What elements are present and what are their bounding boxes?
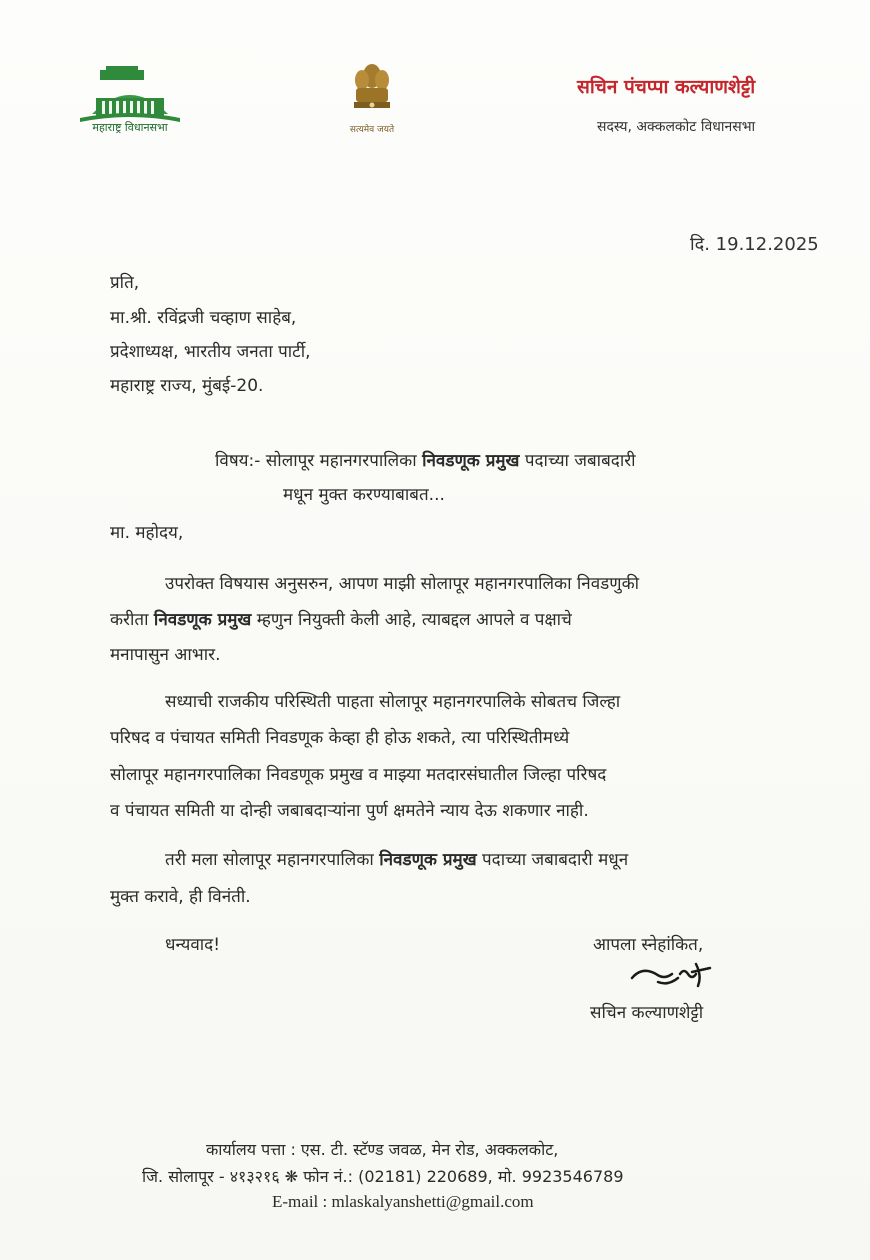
signatory-name: सचिन कल्याणशेट्टी [590, 1003, 704, 1023]
para1-line: उपरोक्त विषयास अनुसरुन, आपण माझी सोलापूर महानगरपालिका निवडणुकी [165, 574, 640, 594]
emblem-motto: सत्यमेव जयते [349, 125, 395, 135]
footer-email: E-mail : mlaskalyanshetti@gmail.com [272, 1192, 534, 1211]
closing-text: आपला स्नेहांकित, [593, 935, 704, 955]
salutation: मा. महोदय, [110, 523, 184, 543]
para2-line: परिषद व पंचायत समिती निवडणूक केव्हा ही होऊ शकते, त्या परिस्थितीमध्ये [110, 728, 570, 748]
subject-line-1: विषय:- सोलापूर महानगरपालिका निवडणूक प्रमुख पदाच्या जबाबदारी [215, 451, 636, 471]
recipient-designation: प्रदेशाध्यक्ष, भारतीय जनता पार्टी, [110, 342, 311, 362]
footer-address: कार्यालय पत्ता : एस. टी. स्टॅण्ड जवळ, मेन रोड, अक्कलकोट, [206, 1140, 559, 1159]
para3-line: मुक्त करावे, ही विनंती. [110, 887, 251, 907]
para1-line: करीता निवडणूक प्रमुख म्हणुन नियुक्ती केली आहे, त्याबद्दल आपले व पक्षाचे [110, 610, 572, 630]
letterhead-designation: सदस्य, अक्कलकोट विधानसभा [597, 119, 756, 135]
para3-line: तरी मला सोलापूर महानगरपालिका निवडणूक प्रमुख पदाच्या जबाबदारी मधून [165, 850, 629, 870]
signature-icon [628, 956, 718, 990]
letterhead-name: सचिन पंचप्पा कल्याणशेट्टी [577, 76, 756, 98]
subject-line-2: मधून मुक्त करण्याबाबत... [283, 485, 445, 505]
para1-line: मनापासुन आभार. [110, 645, 221, 665]
para2-line: सध्याची राजकीय परिस्थिती पाहता सोलापूर महानगरपालिके सोबतच जिल्हा [165, 692, 621, 712]
thanks-text: धन्यवाद! [165, 935, 221, 955]
recipient-name: मा.श्री. रविंद्रजी चव्हाण साहेब, [110, 308, 297, 328]
letter-date: दि. 19.12.2025 [690, 234, 819, 255]
recipient-prefix: प्रति, [110, 273, 140, 293]
vidhan-sabha-label: महाराष्ट्र विधानसभा [92, 121, 168, 134]
footer-contact: जि. सोलापूर - ४१३२१६ ❋ फोन नं.: (02181) 220689, मो. 9923546789 [142, 1167, 624, 1186]
para2-line: सोलापूर महानगरपालिका निवडणूक प्रमुख व माझ्या मतदारसंघातील जिल्हा परिषद [110, 765, 607, 785]
recipient-address: महाराष्ट्र राज्य, मुंबई-20. [110, 376, 264, 396]
para2-line: व पंचायत समिती या दोन्ही जबाबदाऱ्यांना पुर्ण क्षमतेने न्याय देऊ शकणार नाही. [110, 801, 589, 821]
